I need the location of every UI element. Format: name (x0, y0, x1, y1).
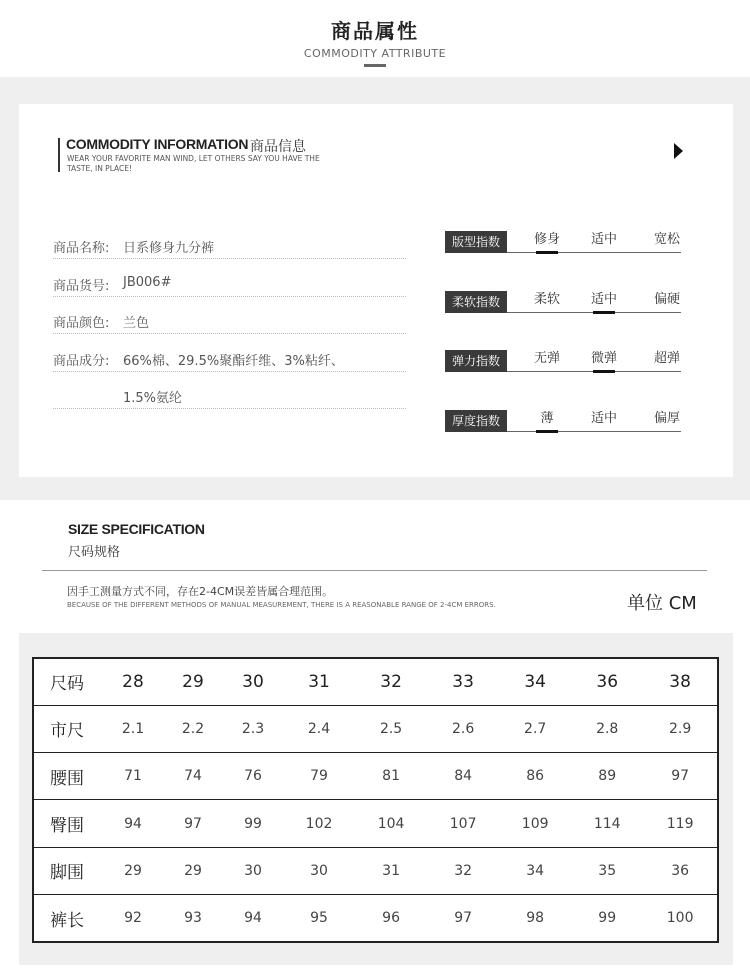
table-cell: 81 (355, 753, 427, 800)
table-cell: 119 (643, 800, 718, 847)
table-cell: 95 (283, 895, 355, 942)
index-scale (445, 410, 681, 432)
index-option: 超弹 (653, 351, 680, 366)
size-title-en: SIZE SPECIFICATION (68, 521, 205, 537)
table-cell: 79 (283, 753, 355, 800)
table-cell: 102 (283, 800, 355, 847)
table-cell: 94 (103, 800, 163, 847)
table-cell: 99 (571, 895, 643, 942)
index-scale (445, 350, 681, 372)
table-row (33, 847, 718, 894)
row-header: 脚围 (33, 847, 103, 894)
info-slogan: WEAR YOUR FAVORITE MAN WIND, LET OTHERS SAY YOU HAVE THE TASTE, IN PLACE! (67, 154, 320, 173)
index-option: 柔软 (533, 292, 560, 307)
table-cell: 32 (355, 658, 427, 705)
table-cell: 36 (571, 658, 643, 705)
table-cell: 107 (427, 800, 499, 847)
index-option: 修身 (533, 232, 560, 247)
table-cell: 93 (163, 895, 223, 942)
info-row-color (53, 310, 406, 334)
index-label: 版型指数 (445, 231, 507, 253)
table-cell: 29 (163, 847, 223, 894)
size-table (32, 657, 719, 943)
info-value: JB006# (123, 275, 172, 290)
table-cell: 114 (571, 800, 643, 847)
index-scale (445, 231, 681, 253)
table-cell: 35 (571, 847, 643, 894)
table-cell: 97 (163, 800, 223, 847)
index-option: 偏硬 (653, 292, 680, 307)
table-cell: 38 (643, 658, 718, 705)
size-title-cn: 尺码规格 (68, 545, 121, 560)
unit-label: 单位 CM (627, 593, 697, 614)
play-arrow-icon (674, 143, 683, 159)
info-title-en: COMMODITY INFORMATION (66, 136, 249, 152)
attribute-header (0, 0, 750, 77)
info-label: 商品名称: (53, 241, 110, 256)
table-cell: 74 (163, 753, 223, 800)
table-cell: 34 (499, 658, 571, 705)
row-header: 市尺 (33, 705, 103, 752)
table-cell: 34 (499, 847, 571, 894)
table-cell: 33 (427, 658, 499, 705)
table-cell: 2.6 (427, 705, 499, 752)
index-label: 厚度指数 (445, 410, 507, 432)
table-cell: 98 (499, 895, 571, 942)
table-cell: 29 (103, 847, 163, 894)
info-value: 66%棉、29.5%聚酯纤维、3%粘纤、 (123, 354, 344, 369)
index-selected-marker (593, 370, 615, 373)
table-cell: 29 (163, 658, 223, 705)
info-value: 日系修身九分裤 (123, 241, 215, 256)
size-divider (42, 570, 707, 571)
info-row-sku (53, 273, 406, 297)
table-cell: 2.9 (643, 705, 718, 752)
table-cell: 2.5 (355, 705, 427, 752)
table-cell: 71 (103, 753, 163, 800)
table-row (33, 753, 718, 800)
table-cell: 32 (427, 847, 499, 894)
info-title-cn: 商品信息 (250, 139, 306, 155)
table-cell: 99 (223, 800, 283, 847)
title-underline (364, 64, 386, 67)
index-selected-marker (536, 251, 558, 254)
row-header: 裤长 (33, 895, 103, 942)
table-cell: 30 (283, 847, 355, 894)
table-row (33, 895, 718, 942)
table-cell: 89 (571, 753, 643, 800)
table-cell: 104 (355, 800, 427, 847)
info-row-material (53, 348, 406, 372)
index-option: 宽松 (653, 232, 680, 247)
measure-note-cn: 因手工测量方式不同，存在2-4CM误差皆属合理范围。 (67, 585, 334, 598)
table-cell: 2.3 (223, 705, 283, 752)
table-row (33, 800, 718, 847)
table-cell: 92 (103, 895, 163, 942)
table-cell: 94 (223, 895, 283, 942)
table-cell: 31 (355, 847, 427, 894)
row-header: 腰围 (33, 753, 103, 800)
row-header: 臀围 (33, 800, 103, 847)
table-cell: 2.2 (163, 705, 223, 752)
index-selected-marker (536, 430, 558, 433)
table-cell: 28 (103, 658, 163, 705)
table-cell: 2.1 (103, 705, 163, 752)
table-cell: 30 (223, 658, 283, 705)
table-cell: 97 (427, 895, 499, 942)
info-title-bar (58, 138, 60, 172)
table-cell: 97 (643, 753, 718, 800)
table-cell: 2.4 (283, 705, 355, 752)
info-label: 商品成分: (53, 354, 110, 369)
index-option: 无弹 (533, 351, 560, 366)
info-value: 兰色 (123, 316, 150, 331)
info-row-material-cont (53, 385, 406, 409)
index-label: 弹力指数 (445, 350, 507, 372)
index-option: 薄 (540, 411, 554, 426)
info-label: 商品颜色: (53, 316, 110, 331)
attribute-title: 商品属性 (331, 19, 419, 43)
info-row-name (53, 235, 406, 259)
row-header: 尺码 (33, 658, 103, 705)
index-option: 偏厚 (653, 411, 680, 426)
table-cell: 84 (427, 753, 499, 800)
index-option: 微弹 (590, 351, 617, 366)
table-cell: 31 (283, 658, 355, 705)
index-label: 柔软指数 (445, 291, 507, 313)
table-row (33, 705, 718, 752)
index-selected-marker (593, 311, 615, 314)
info-value: 1.5%氨纶 (123, 391, 183, 406)
table-cell: 30 (223, 847, 283, 894)
table-cell: 36 (643, 847, 718, 894)
index-option: 适中 (590, 292, 617, 307)
table-cell: 109 (499, 800, 571, 847)
table-cell: 2.8 (571, 705, 643, 752)
info-label: 商品货号: (53, 279, 110, 294)
table-cell: 100 (643, 895, 718, 942)
measure-note-en: BECAUSE OF THE DIFFERENT METHODS OF MANUAL MEASUREMENT, THERE IS A REASONABLE RANGE OF 2-4CM ERRORS. (67, 601, 496, 609)
index-option: 适中 (590, 232, 617, 247)
table-cell: 96 (355, 895, 427, 942)
table-row (33, 658, 718, 705)
index-scale (445, 291, 681, 313)
attribute-subtitle: COMMODITY ATTRIBUTE (303, 47, 447, 60)
index-option: 适中 (590, 411, 617, 426)
table-cell: 2.7 (499, 705, 571, 752)
table-cell: 86 (499, 753, 571, 800)
table-cell: 76 (223, 753, 283, 800)
